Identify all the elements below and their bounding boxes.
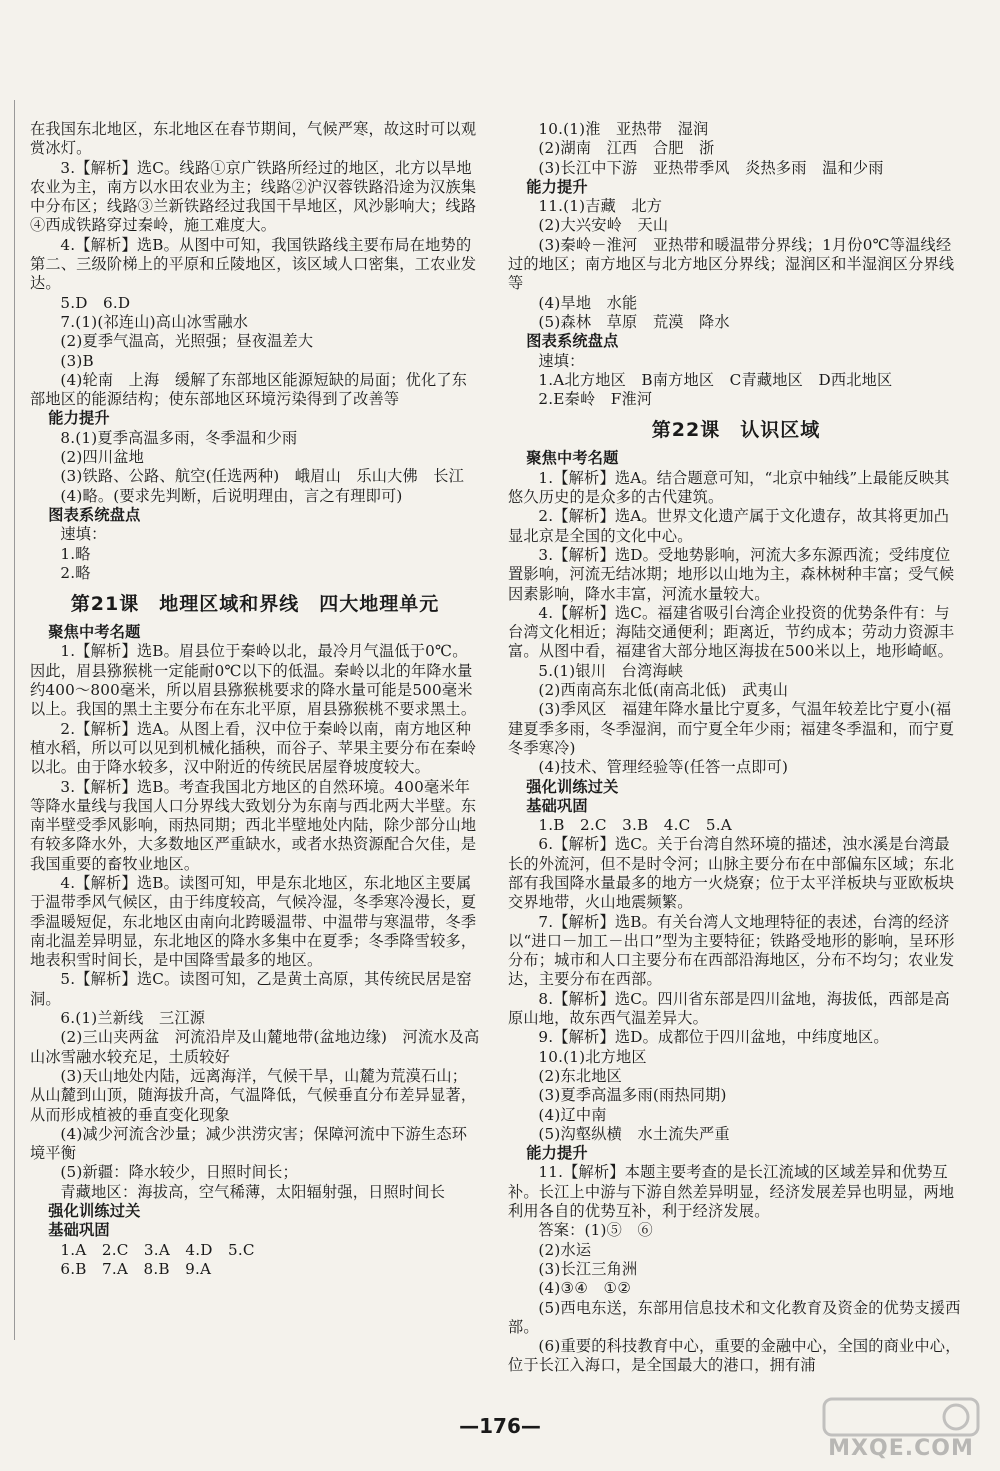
- section-heading: 能力提升: [48, 409, 110, 428]
- text-line: (5)新疆：降水较少，日照时间长；: [60, 1163, 298, 1182]
- text-line: 4.【解析】选B。从图中可知，我国铁路线主要布局在地势的第二、三级阶梯上的平原和丘陵地区，该区域人口密集，工农业发达。: [30, 235, 477, 293]
- section-heading: 基础巩固: [526, 796, 588, 815]
- text-line: (4)技术、管理经验等(任答一点即可): [538, 758, 789, 777]
- text-line: (2)水运: [538, 1240, 592, 1259]
- text-line: 10.(1)淮 亚热带 湿润: [538, 120, 709, 138]
- text-line: 4.【解析】选B。读图可知，甲是东北地区，东北地区主要属于温带季风气候区，由于纬度较高，气候冷湿，冬季寒冷漫长，夏季温暖短促，东北地区由南向北跨暖温带、中温带与寒温带，冬季南北温差异明显，东北地区的降水多集中在夏季；冬季降雪较多，地表积雪时间长，是中国降雪最多的地区。: [30, 873, 477, 970]
- text-line: (3)长江中下游 亚热带季风 炎热多雨 温和少雨: [538, 158, 884, 177]
- section-heading: 强化训练过关: [48, 1202, 141, 1221]
- text-line: 7.【解析】选B。有关台湾人文地理特征的表述，台湾的经济以“进口－加工－出口”型为主要特征；铁路受地形的影响，呈环形分布；城市和人口主要分布在西部沿海地区，分布不均匀；农业发达，主要分布在西部。: [508, 912, 955, 989]
- watermark-logo: [816, 1393, 986, 1461]
- section-heading: 图表系统盘点: [526, 332, 619, 351]
- text-line: (4)轮南 上海 缓解了东部地区能源短缺的局面；优化了东部地区的能源结构；使东部地区环境污染得到了改善等: [30, 370, 468, 409]
- text-line: 3.【解析】选D。受地势影响，河流大多东源西流；受纬度位置影响，河流无结冰期；地形以山地为主，森林树种丰富；受气候因素影响，降水丰富，河流水量较大。: [508, 545, 955, 603]
- text-line: 2.【解析】选A。从图上看，汉中位于秦岭以南，南方地区种植水稻，所以可以见到机械化插秧，而谷子、苹果主要分布在秦岭以北。由于降水较多，汉中附近的传统民居屋脊坡度较大。: [30, 719, 477, 777]
- section-heading: 能力提升: [526, 177, 588, 196]
- text-line: 在我国东北地区，东北地区在春节期间，气候严寒，故这时可以观赏冰灯。: [30, 120, 477, 158]
- text-line: 1.A 2.C 3.A 4.D 5.C: [60, 1240, 255, 1259]
- text-line: 5.(1)银川 台湾海峡: [538, 661, 684, 680]
- text-line: (3)秦岭－淮河 亚热带和暖温带分界线；1月份0℃等温线经过的地区；南方地区与北方地区分界线；湿润区和半湿润区分界线等: [508, 235, 955, 293]
- text-line: (4)旱地 水能: [538, 293, 638, 312]
- text-line: 6.【解析】选C。关于台湾自然环境的描述，浊水溪是台湾最长的外流河，但不是时令河；山脉主要分布在中部偏东区域；东北部有我国降水量最多的地方一火烧寮；位于太平洋板块与亚欧板块交界地带，火山地震频繁。: [508, 835, 955, 912]
- text-line: 1.B 2.C 3.B 4.C 5.A: [538, 816, 732, 835]
- text-line: 9.【解析】选D。成都位于四川盆地，中纬度地区。: [538, 1028, 889, 1047]
- text-line: (4)减少河流含沙量；减少洪涝灾害；保障河流中下游生态环境平衡: [30, 1124, 468, 1163]
- text-line: 2.E秦岭 F淮河: [538, 390, 653, 409]
- text-line: (3)长江三角洲: [538, 1259, 638, 1278]
- text-line: (4)略。(要求先判断，后说明理由，言之有理即可): [60, 486, 403, 505]
- text-line: 11.【解析】本题主要考查的是长江流域的区域差异和优势互补。长江上中游与下游自然差异明显，经济发展差异也明显，两地利用各自的优势互补，利于经济发展。: [508, 1163, 955, 1221]
- section-heading: 聚焦中考名题: [48, 623, 141, 642]
- left-column: [30, 120, 480, 1279]
- text-line: 速填：: [538, 351, 585, 370]
- text-line: (2)湖南 江西 合肥 浙: [538, 139, 715, 158]
- text-line: (4)③④ ①②: [538, 1279, 632, 1298]
- text-line: 答案：(1)⑤ ⑥: [538, 1221, 653, 1240]
- text-line: 8.(1)夏季高温多雨，冬季温和少雨: [60, 428, 298, 447]
- text-line: (5)沟壑纵横 水土流失严重: [538, 1124, 730, 1143]
- text-line: (4)辽中南: [538, 1105, 607, 1124]
- text-line: 8.【解析】选C。四川省东部是四川盆地，海拔低，西部是高原山地，故东西气温差异大。: [508, 989, 950, 1028]
- section-heading: 基础巩固: [48, 1221, 110, 1240]
- text-line: (2)西南高东北低(南高北低) 武夷山: [538, 681, 789, 700]
- text-line: 2.【解析】选A。世界文化遗产属于文化遗存，故其将更加凸显北京是全国的文化中心。: [508, 507, 950, 545]
- right-column: [508, 120, 964, 1376]
- text-line: 1.A北方地区 B南方地区 C青藏地区 D西北地区: [538, 370, 893, 389]
- text-line: 1.【解析】选B。眉县位于秦岭以北，最冷月气温低于0℃。因此，眉县猕猴桃一定能耐0℃以下的低温。秦岭以北的年降水量约400～800毫米，所以眉县猕猴桃要求的降水量可能是500毫米以上。我国的黑土主要分布在东北平原，眉县猕猴桃不要求黑土。: [30, 642, 477, 719]
- text-line: (3)夏季高温多雨(雨热同期): [538, 1086, 727, 1105]
- text-line: (3)天山地处内陆，远离海洋，气候干旱，山麓为荒漠石山；从山麓到山顶，随海拔升高，气温降低，气候垂直分布差异显著，从而形成植被的垂直变化现象: [30, 1066, 477, 1124]
- text-line: 速填：: [60, 525, 107, 544]
- answer-stamp-icon: [816, 1393, 986, 1441]
- section-heading: 聚焦中考名题: [526, 449, 619, 468]
- text-line: (2)三山夹两盆 河流沿岸及山麓地带(盆地边缘) 河流水及高山冰雪融水较充足，土质较好: [30, 1028, 480, 1066]
- watermark-text: MXQE.COM: [828, 1436, 974, 1461]
- text-line: 5.【解析】选C。读图可知，乙是黄土高原，其传统民居是窑洞。: [30, 970, 472, 1008]
- text-line: (2)四川盆地: [60, 448, 145, 467]
- text-line: 3.【解析】选B。考查我国北方地区的自然环境。400毫米年等降水量线与我国人口分界线大致划分为东南与西北两大半壁。东南半壁受季风影响，雨热同期；西北半壁地处内陆，除少部分山地有较多降水外，大多数地区严重缺水，或者水热资源配合欠佳，是我国重要的畜牧业地区。: [30, 777, 477, 873]
- text-line: (2)夏季气温高，光照强；昼夜温差大: [60, 332, 314, 351]
- text-line: (2)东北地区: [538, 1066, 623, 1085]
- text-line: 11.(1)吉藏 北方: [538, 197, 663, 216]
- binding-spine: [0, 100, 15, 1340]
- lesson-title: 第21课 地理区域和界线 四大地理单元: [70, 593, 440, 616]
- text-line: 5.D 6.D: [60, 293, 131, 312]
- section-heading: 图表系统盘点: [48, 505, 141, 524]
- text-line: (2)大兴安岭 天山: [538, 216, 669, 235]
- text-line: (5)森林 草原 荒漠 降水: [538, 312, 730, 331]
- text-line: 2.略: [60, 563, 91, 582]
- text-line: 1.【解析】选A。结合题意可知，“北京中轴线”上最能反映其悠久历史的是众多的古代建筑。: [508, 468, 950, 507]
- text-line: 青藏地区：海拔高，空气稀薄，太阳辐射强，日照时间长: [60, 1182, 446, 1201]
- section-heading: 能力提升: [526, 1144, 588, 1163]
- text-line: (3)铁路、公路、航空(任选两种) 峨眉山 乐山大佛 长江: [60, 467, 465, 486]
- text-line: (3)B: [60, 351, 94, 370]
- section-heading: 强化训练过关: [526, 777, 619, 796]
- text-line: 3.【解析】选C。线路①京广铁路所经过的地区，北方以旱地农业为主，南方以水田农业为主；线路②沪汉蓉铁路沿途为汉族集中分布区；线路③兰新铁路经过我国干旱地区，风沙影响大；线路④西成铁路穿过秦岭，施工难度大。: [30, 158, 477, 235]
- text-line: 6.B 7.A 8.B 9.A: [60, 1259, 212, 1278]
- text-line: 4.【解析】选C。福建省吸引台湾企业投资的优势条件有：与台湾文化相近；海陆交通便利；距离近，节约成本；劳动力资源丰富。从图中看，福建省大部分地区海拔在500米以上，地形崎岖。: [508, 603, 955, 661]
- lesson-title: 第22课 认识区域: [651, 419, 821, 442]
- text-line: 7.(1)(祁连山)高山冰雪融水: [60, 312, 249, 331]
- page-number: —176—: [459, 1414, 541, 1438]
- text-line: 10.(1)北方地区: [538, 1047, 647, 1066]
- text-line: 6.(1)兰新线 三江源: [60, 1009, 206, 1028]
- text-line: (6)重要的科技教育中心，重要的金融中心，全国的商业中心，位于长江入海口，是全国最大的港口，拥有浦: [508, 1337, 961, 1375]
- text-line: 1.略: [60, 544, 91, 563]
- text-line: (3)季风区 福建年降水量比宁夏多，气温年较差比宁夏小(福建夏季多雨，冬季湿润，而宁夏全年少雨；福建冬季温和，而宁夏冬季寒冷): [508, 700, 955, 757]
- text-line: (5)西电东送，东部用信息技术和文化教育及资金的优势支援西部。: [508, 1298, 961, 1336]
